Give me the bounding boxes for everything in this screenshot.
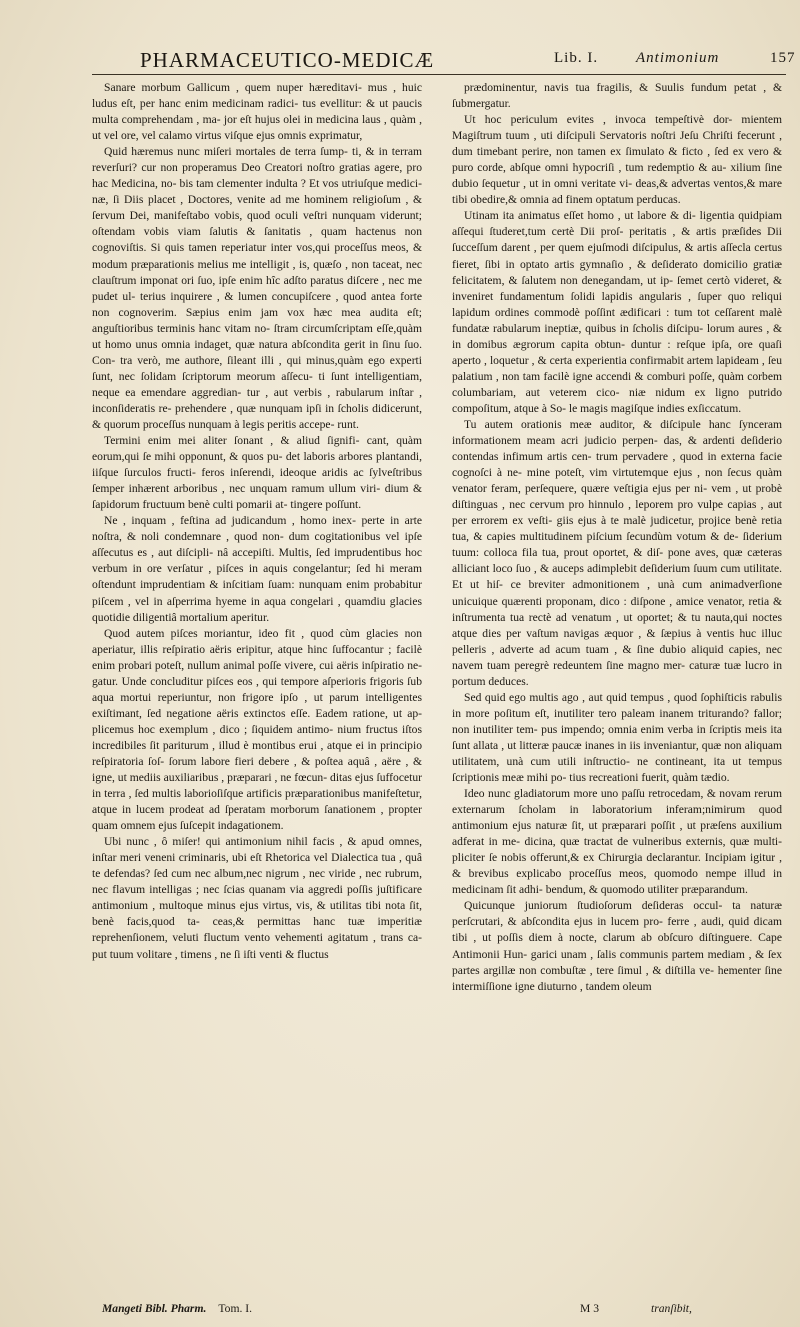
- paragraph: Sed quid ego multis ago , aut quid tempus , quod ſophiſticis rabulis in more poſitum eſt, inutiliter tero paleam inanem triturando? fallor; non inutiliter tem- pus impendo; omnia enim verba in ſcriptis meis ita ſunt allata , ut litteræ paucæ inanes in iis inveniantur, quæ non aliquam utilitatem, unà cum utili inſtructio- ne contineant, ita ut tempus ſcriptionis meæ mihi po- tius recreationi fuerit, quàm tædio.: [452, 690, 782, 785]
- signature-mark: M 3: [580, 1302, 600, 1315]
- paragraph: Utinam ita animatus eſſet homo , ut labore & di- ligentia quidpiam aſſequi ſtuderet,tum certè Dii proſ- peritatis , & artis præſides Dii ſucceſſum darent , per quem ejuſmodi diſcipulus, & artis aſſecla certus fieret, ſibi in optato artis gymnaſio , & deſiderato domicilio gratiæ felicitatem, & ſalutem non denegandam, ut ip- ſemet certò videret, & inveniret fundamentum ſolidi lapidis angularis , ſuper quo reliqui lapidum ordines commodè poſſint ædificari : tum tot ceſſarent malè fundatæ rabularum ineptiæ, quibus in ſcholis diſcipu- lorum aures , & in domibus ægrorum capita obtun- duntur : reſque ipſa, ore quaſi aperto , loquetur , & certa experientia confirmabit artem lapideam , ſeu palatium , non tam facilè igne accendi & comburi poſſe, quàm corbem columbariam, aut veterem cico- niæ nidum ex ligno putrido compoſitum, atque à So- le magis magiſque indies exſiccatum.: [452, 209, 782, 415]
- footer-catch: [580, 1302, 692, 1320]
- header-rule: [92, 74, 786, 75]
- left-column: [92, 80, 422, 1305]
- paragraph: prædominentur, navis tua fragilis, & Suulis fundum petat , & ſubmergatur.: [452, 81, 782, 111]
- catchword: tranſibit,: [651, 1302, 692, 1315]
- paragraph: Tu autem orationis meæ auditor, & diſcipule hanc ſynceram informationem meam acri judicio perpen- das, & ardenti deſiderio contendas infimum artis cen- trum pervadere , quod in externa facie cognoſci à ne- mine poteſt, vim virtutemque ejus , non ſecus quàm venator feram, perſequere, quære veſtigia ejus per ni- vem , ut probè diſtinguas , nec cervum pro hinnulo , leporem pro vulpe capias , aut per errorem ex veſti- giis ejus à te malè judicetur, projice benè retia tua, & capies multitudinem piſcium ſecundùm votum & de- ſiderium tuum: colloca fila tua, prout oportet, & diſ- pone aves, quæ cæteras alliciant loco ſuo , & auceps adimplebit deſiderium ſuum cum utilitate. Et ut hiſ- ce breviter admonitionem , unà cum animadverſione unicuique quærenti proponam, dico : diſpone , amice venator, retia & inſtrumenta tua rectè ad venatum , ut oportet; & tu nauta,qui noctes atque dies per vaſtum navigas æquor , & ſæpius à ventis huc illuc pelleris , adverte ad acum tuam , & ſine dubio aliquid capies, nec navem tuam peregrè redeuntem ſine magno mer- caturæ tuæ lucro in portum deduces.: [452, 417, 782, 688]
- tome-label: Tom. I.: [218, 1302, 253, 1315]
- paragraph: Ubi nunc , ô miſer! qui antimonium nihil facis , & apud omnes, inſtar meri veneni criminaris, ubi eſt Rhetorica vel Dialectica tua , quâ te defendas? ſed cum nec album,nec nigrum , nec viride , nec rubrum, nec flavum intelligas ; nec ſcias quanam via aggredi poſſis juſtificare antimonium , multoque minus ejus virtus, vis, & utilitas tibi nota ſit, benè facis,quod ta- ceas,& permittas hanc tuæ imperitiæ reprehenſionem, veluti fluctum vento vehementi agitatum , trans ca- put tuum volitare , timens , ne ſi iſti venti & fluctus: [92, 835, 422, 961]
- paragraph: Quid hæremus nunc miſeri mortales de terra ſump- ti, & in terram reverſuri? cur non properamus Deo Creatori noſtro gratias agere, pro hac Medicina, no- bis tam clementer indulta ? Et vos utriuſque medici- næ, ſi Diis placet , Doctores, venite ad me hominem religioſum , & ſervum Dei, manifeſtabo vobis, quod oculi veſtri nunquam viderunt; oſtendam vobis viam ſalutis & ſanitatis , quam hactenus non cognoviſtis. Si quis tamen reperiatur inter vos,qui proceſſus meos, & modum præparationis melius me intelligit , is, quæſo , non taceat, nec clauſtrum imponat ori ſuo, ipſe enim hîc adſto paratus diſcere , nec me pudet ul- terius inquirere , & lumen concupiſcere , quod antea forte non cognoverim. Sæpius enim jam vox hæc mea audita eſt; anguſtioribus terminis hanc vitam no- ſtram circumſcriptam eſſe,quàm ut homo unus omnia indaget, quæ natura abſcondita gerit in ſinu ſuo. Con- tra verò, me authore, ſileant illi , qui minus,quàm ego experti ſunt, nec ſolidam ſcriptorum meorum aſſecu- ti ſunt intelligentiam, neque ea emendare aggredian- tur , aut verbis , rabularum inſtar , inconſideratis re- prehendere , quæ nunquam ipſi in ſcholis didicerunt, & quorum proceſſus nunquam à legis peritis accepe- runt.: [92, 145, 422, 431]
- footer-signature: [102, 1302, 252, 1320]
- paragraph: Sanare morbum Gallicum , quem nuper hæreditavi- mus , huic ludus eſt, per hanc enim medicinam radici- tus evellitur: & ut paucis multa comprehendam , ma- jor eſt hujus olei in medicina laus , quàm , ut vel ore, vel calamo virtus viſque ejus omnis exprimatur,: [92, 81, 422, 143]
- paragraph: Termini enim mei aliter ſonant , & aliud ſignifi- cant, quàm eorum,qui ſe mihi opponunt, & quos pu- det laboris arbores plantandi, iiſque ſurculos fructi- feros inſerendi, ideoque aridis ac ſylveſtribus ſemper inhærent arboribus , nec unquam ramum ullum viri- dium & ſapidorum fructuum benè culti pomarii at- tingere poſſunt.: [92, 434, 422, 512]
- paragraph: Ut hoc periculum evites , invoca tempeſtivè dor- mientem Magiſtrum tuum , uti diſcipuli Servatoris noſtri Jeſu Chriſti fecerunt , dum timebant perire, non tamen ex ſimulato & ficto , ſed ex vero & puro corde, abſque omni hypocriſi , tum redemptio & au- xilium ſine dubio ſequetur , ut in omni veritate vi- deas,& advertas ventos,& mare tibi obedire,& omnia ad finem optatum perducas.: [452, 113, 782, 207]
- running-title: PHARMACEUTICO-MEDICÆ: [140, 48, 435, 72]
- paragraph: Ne , inquam , feſtina ad judicandum , homo inex- perte in arte noſtra, & noli condemnare , quod non- dum cogitationibus vel ipſe aſſecutus es , aut diſcipli- nâ accepiſti. Multis, ſed imprudentibus hoc verbum in ore verſatur , piſces in aquis congelantur; ſed hi meram oſtendunt imprudentiam & inſcitiam ſuam: nunquam enim probabitur piſcem , vel in aſperrima hyeme in aqua congelari , quamdiu glacies quotidie diligentiâ mortalium aperitur.: [92, 514, 422, 624]
- paragraph: Quod autem piſces moriantur, ideo fit , quod cùm glacies non aperiatur, illis reſpiratio aëris eripitur, atque hinc ſuffocantur ; facilè enim probari poteſt, nullum animal poſſe vivere, cui aëris inſpiratio ne- gatur. Unde concluditur piſces eos , qui tempore aſperioris frigoris ſub aqua mortui reperiuntur, non frigore ipſo , ut parum intelligentes exiſtimant, ſed negatione aëris extinctos eſſe. Eadem ratione, ut ap- plicemus hoc exemplum , dico ; ſiquidem antimo- nium fructus iſtos incredibiles ſit pariturum , illud è montibus erui , atque ei in principio reſpiratoria ſoſ- ſorum labore fieri debere , & poſtea aquâ , aëre , & igne, ut mediis auxiliaribus , præparari , ne fœcun- ditas ejus ſuffocetur in terra , ſed multis laborioſiſque artificis præparationibus manifeſtetur, atque in lucem prodeat ad ſperatam morborum ſanationem , propter quam omnem ejus ſuſcepit indagationem.: [92, 626, 422, 833]
- page-number: 157: [770, 50, 796, 66]
- book-number: Lib. I.: [554, 50, 599, 66]
- signature-text: Mangeti Bibl. Pharm.: [102, 1302, 207, 1315]
- section-title: Antimonium: [636, 50, 720, 66]
- paragraph: Quicunque juniorum ſtudioſorum deſideras occul- ta naturæ perſcrutari, & abſcondita ejus in lucem pro- ferre , audi, quid dicam tibi , ut poſſis diem à nocte, clarum ab obſcuro diſtinguere. Cape Antimonii Hun- garici unam , ſalis communis partem mediam , & ſex partes argillæ non combuſtæ , tere ſimul , & diſtilla ve- hementer ſine intermiſſione igne diuturno , tandem oleum: [452, 899, 782, 993]
- paragraph: Ideo nunc gladiatorum more uno paſſu retrocedam, & novam rerum externarum ſcholam in laboratorium inferam;nimirum quod antimonium ejus naturæ ſit, ut præparari poſſit , ut præſens auxilium adferat in me- dicina, quæ tractat de vulneribus externis, quæ multi- pliciter ſe nobis offerunt,& ex Chirurgia declarantur. Incipiam igitur , & brevibus explicabo proceſſus meos, quomodo nempe illud in medicinam ſit adhi- bendum, & quomodo utiliter præparandum.: [452, 787, 782, 897]
- running-header: [140, 48, 800, 74]
- right-column: [452, 80, 782, 1305]
